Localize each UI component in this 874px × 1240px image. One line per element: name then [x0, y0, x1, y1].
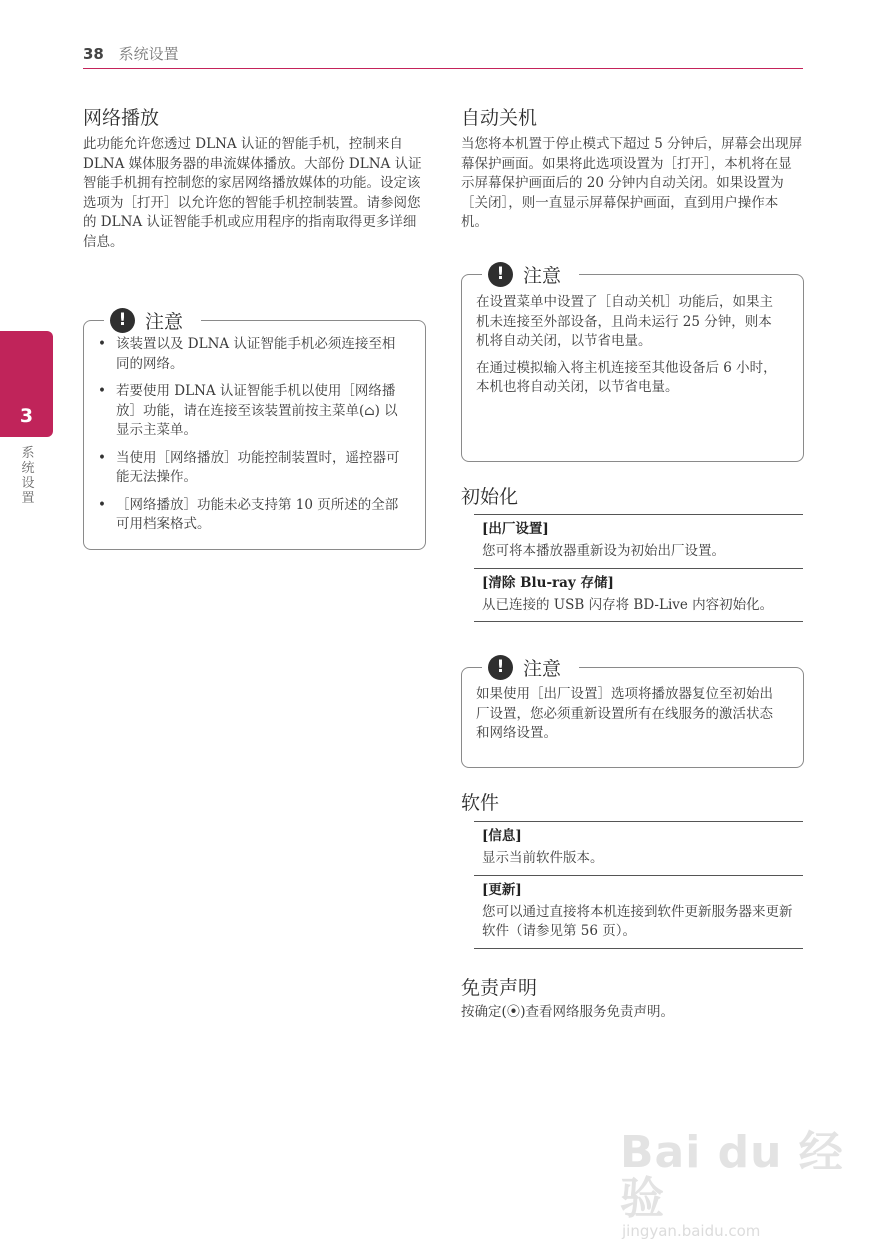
- software-table: [474, 821, 803, 949]
- table-row: [474, 514, 803, 568]
- auto-power-off-note: [461, 264, 804, 462]
- auto-power-off-text: 当您将本机置于停止模式下超过 5 分钟后，屏幕会出现屏幕保护画面。如果将此选项设置为［打开］，本机将在显示屏幕保护画面后的 20 分钟内自动关闭。如果设置为［关闭］，则一直显示屏幕保护画面，直到用户操作本机。: [461, 136, 803, 230]
- watermark-main: Bai du 经验: [620, 1127, 844, 1224]
- note-body: [476, 685, 782, 751]
- update-label: [更新]: [482, 881, 522, 898]
- note-title: 注意: [145, 310, 184, 333]
- note-paragraph: 如果使用［出厂设置］选项将播放器复位至初始出厂设置，您必须重新设置所有在线服务的激活状态和网络设置。: [476, 686, 773, 741]
- network-playback-text: 此功能允许您透过 DLNA 认证的智能手机，控制来自 DLNA 媒体服务器的串流媒体播放。大部份 DLNA 认证智能手机拥有控制您的家居网络播放媒体的功能。设定该选项为［打开］以允许您的智能手机控制装置。请参阅您的 DLNA 认证智能手机或应用程序的指南取得更多详细信息。: [83, 136, 422, 250]
- baidu-watermark: [620, 1127, 874, 1240]
- note-title: 注意: [523, 657, 562, 680]
- initialize-heading: 初始化: [461, 486, 519, 508]
- note-body: [96, 335, 406, 543]
- note-header: [482, 260, 579, 288]
- table-row: [474, 875, 803, 949]
- chapter-side-label: 系统设置: [21, 446, 35, 506]
- network-playback-note: [83, 310, 426, 550]
- disclaimer-text: 按确定(⦿)查看网络服务免责声明。: [461, 1004, 675, 1020]
- clear-bluray-storage-desc: 从已连接的 USB 闪存将 BD-Live 内容初始化。: [482, 596, 774, 613]
- table-row: [474, 568, 803, 623]
- note-title: 注意: [523, 264, 562, 287]
- update-desc: 您可以通过直接将本机连接到软件更新服务器来更新软件（请参见第 56 页）。: [482, 903, 793, 939]
- exclamation-icon: !: [488, 262, 513, 287]
- info-label: [信息]: [482, 828, 522, 844]
- page-number: 38: [83, 45, 104, 63]
- watermark-url: jingyan.baidu.com: [622, 1222, 761, 1240]
- header-section-title: 系统设置: [118, 45, 179, 63]
- note-header: [482, 653, 579, 681]
- chapter-number: 3: [19, 405, 34, 427]
- note-paragraph: 在设置菜单中设置了［自动关机］功能后，如果主机未连接至外部设备，且尚未运行 25 分钟，则本机将自动关闭，以节省电量。: [476, 294, 773, 349]
- auto-power-off-heading: 自动关机: [461, 107, 538, 129]
- initialize-table: [474, 514, 803, 622]
- initialize-note: [461, 657, 804, 768]
- disclaimer-heading: 免责声明: [461, 977, 538, 999]
- factory-reset-desc: 您可将本播放器重新设为初始出厂设置。: [482, 543, 725, 559]
- note-header: [104, 306, 201, 334]
- exclamation-icon: !: [110, 308, 135, 333]
- note-body: [476, 293, 782, 405]
- note-list-item: • 该装置以及 DLNA 认证智能手机必须连接至相同的网络。: [96, 335, 406, 374]
- chapter-tab: [0, 331, 53, 437]
- note-paragraph: 在通过模拟输入将主机连接至其他设备后 6 小时，本机也将自动关闭，以节省电量。: [476, 359, 777, 395]
- note-list-item: • ［网络播放］功能未必支持第 10 页所述的全部可用档案格式。: [96, 496, 406, 535]
- software-heading: 软件: [461, 792, 500, 814]
- note-list: [96, 335, 406, 535]
- clear-bluray-storage-label: [清除 Blu-ray 存储]: [482, 574, 614, 591]
- table-row: [474, 821, 803, 875]
- exclamation-icon: !: [488, 655, 513, 680]
- header-divider: [83, 68, 803, 69]
- note-list-item: • 若要使用 DLNA 认证智能手机以使用［网络播放］功能，请在连接至该装置前按主菜单(⌂) 以显示主菜单。: [96, 382, 406, 441]
- network-playback-heading: 网络播放: [83, 107, 160, 129]
- note-list-item: • 当使用［网络播放］功能控制装置时，遥控器可能无法操作。: [96, 449, 406, 488]
- info-desc: 显示当前软件版本。: [482, 850, 604, 866]
- factory-reset-label: [出厂设置]: [482, 521, 549, 537]
- page-header: [83, 43, 179, 64]
